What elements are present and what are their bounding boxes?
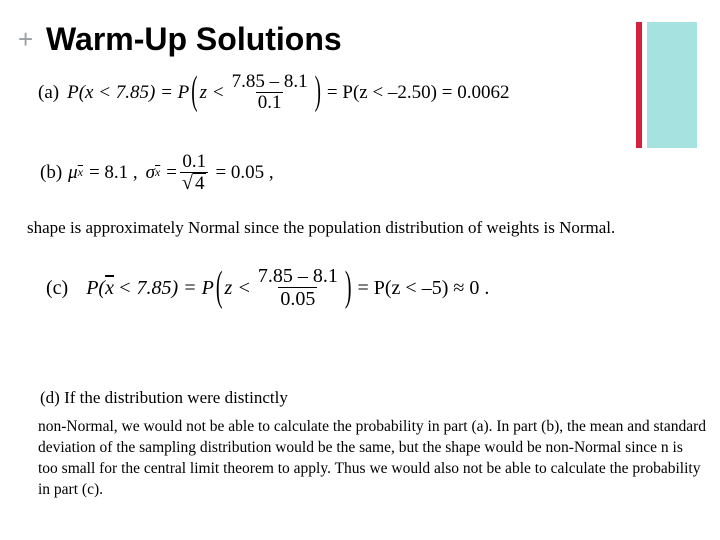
part-a-z-lt: z < <box>199 81 225 103</box>
part-d-text: non-Normal, we would not be able to calculate the probability in part (a). In part (b), the mean and standard deviation of the sampling distribution would be the same, but the shape would be non-Normal since n is too small for the central limit theorem to apply. Thus we would also not be able to calculate the probability in part (c). <box>38 418 706 498</box>
sigma-symbol: σ <box>145 162 156 184</box>
part-a-label: (a) <box>38 81 60 103</box>
part-a-fraction <box>230 72 310 114</box>
part-c-frac-num: 7.85 – 8.1 <box>257 265 338 287</box>
accent-bar-red <box>636 22 642 148</box>
part-c-equation <box>46 263 490 311</box>
part-b-note: shape is approximately Normal since the population distribution of weights is Normal. <box>27 218 616 237</box>
mu-subscript: $\overline{x}$ <box>77 166 83 180</box>
part-a-rhs: = P(z < –2.50) = 0.0062 <box>326 81 510 103</box>
x-bar: $\overline{x}$ <box>105 276 114 299</box>
left-paren: ( <box>215 263 223 311</box>
part-c-fraction <box>256 266 340 310</box>
left-paren: ( <box>191 69 198 114</box>
mu-symbol: μ <box>68 162 78 184</box>
part-b-equation <box>40 152 274 195</box>
part-b-frac-den <box>180 172 208 195</box>
part-c-rhs: = P(z < –5) ≈ 0 . <box>357 276 490 299</box>
sqrt-argument: 4 <box>194 172 205 194</box>
part-c-lhs-p: P( <box>86 276 106 299</box>
part-a-frac-num: 7.85 – 8.1 <box>231 71 308 92</box>
part-d-heading: (d) If the distribution were distinctly <box>40 388 288 407</box>
part-b-label: (b) <box>40 162 63 184</box>
page-title: Warm-Up Solutions <box>46 21 342 57</box>
mu-value: = 8.1 , <box>88 162 138 184</box>
part-c-label: (c) <box>46 276 69 299</box>
part-c-frac-den: 0.05 <box>280 288 316 310</box>
sigma-value: = 0.05 , <box>215 162 274 184</box>
plus-icon: + <box>18 24 34 54</box>
sqrt-symbol: √ 4 <box>181 171 205 194</box>
sigma-subscript: $\overline{x}$ <box>155 166 161 180</box>
part-a-equation <box>38 69 510 114</box>
part-a-frac-den: 0.1 <box>257 91 282 113</box>
part-c-z-lt: z < <box>224 276 251 299</box>
right-paren: ) <box>314 69 321 114</box>
part-a-lhs: P(x < 7.85) = P <box>67 81 190 103</box>
part-b-fraction <box>180 152 208 195</box>
right-paren: ) <box>344 263 352 311</box>
accent-bar-teal <box>647 22 697 148</box>
part-c-lhs-rest: < 7.85) = P <box>117 276 214 299</box>
part-b-frac-num: 0.1 <box>182 151 207 172</box>
sigma-equals: = <box>166 162 177 184</box>
